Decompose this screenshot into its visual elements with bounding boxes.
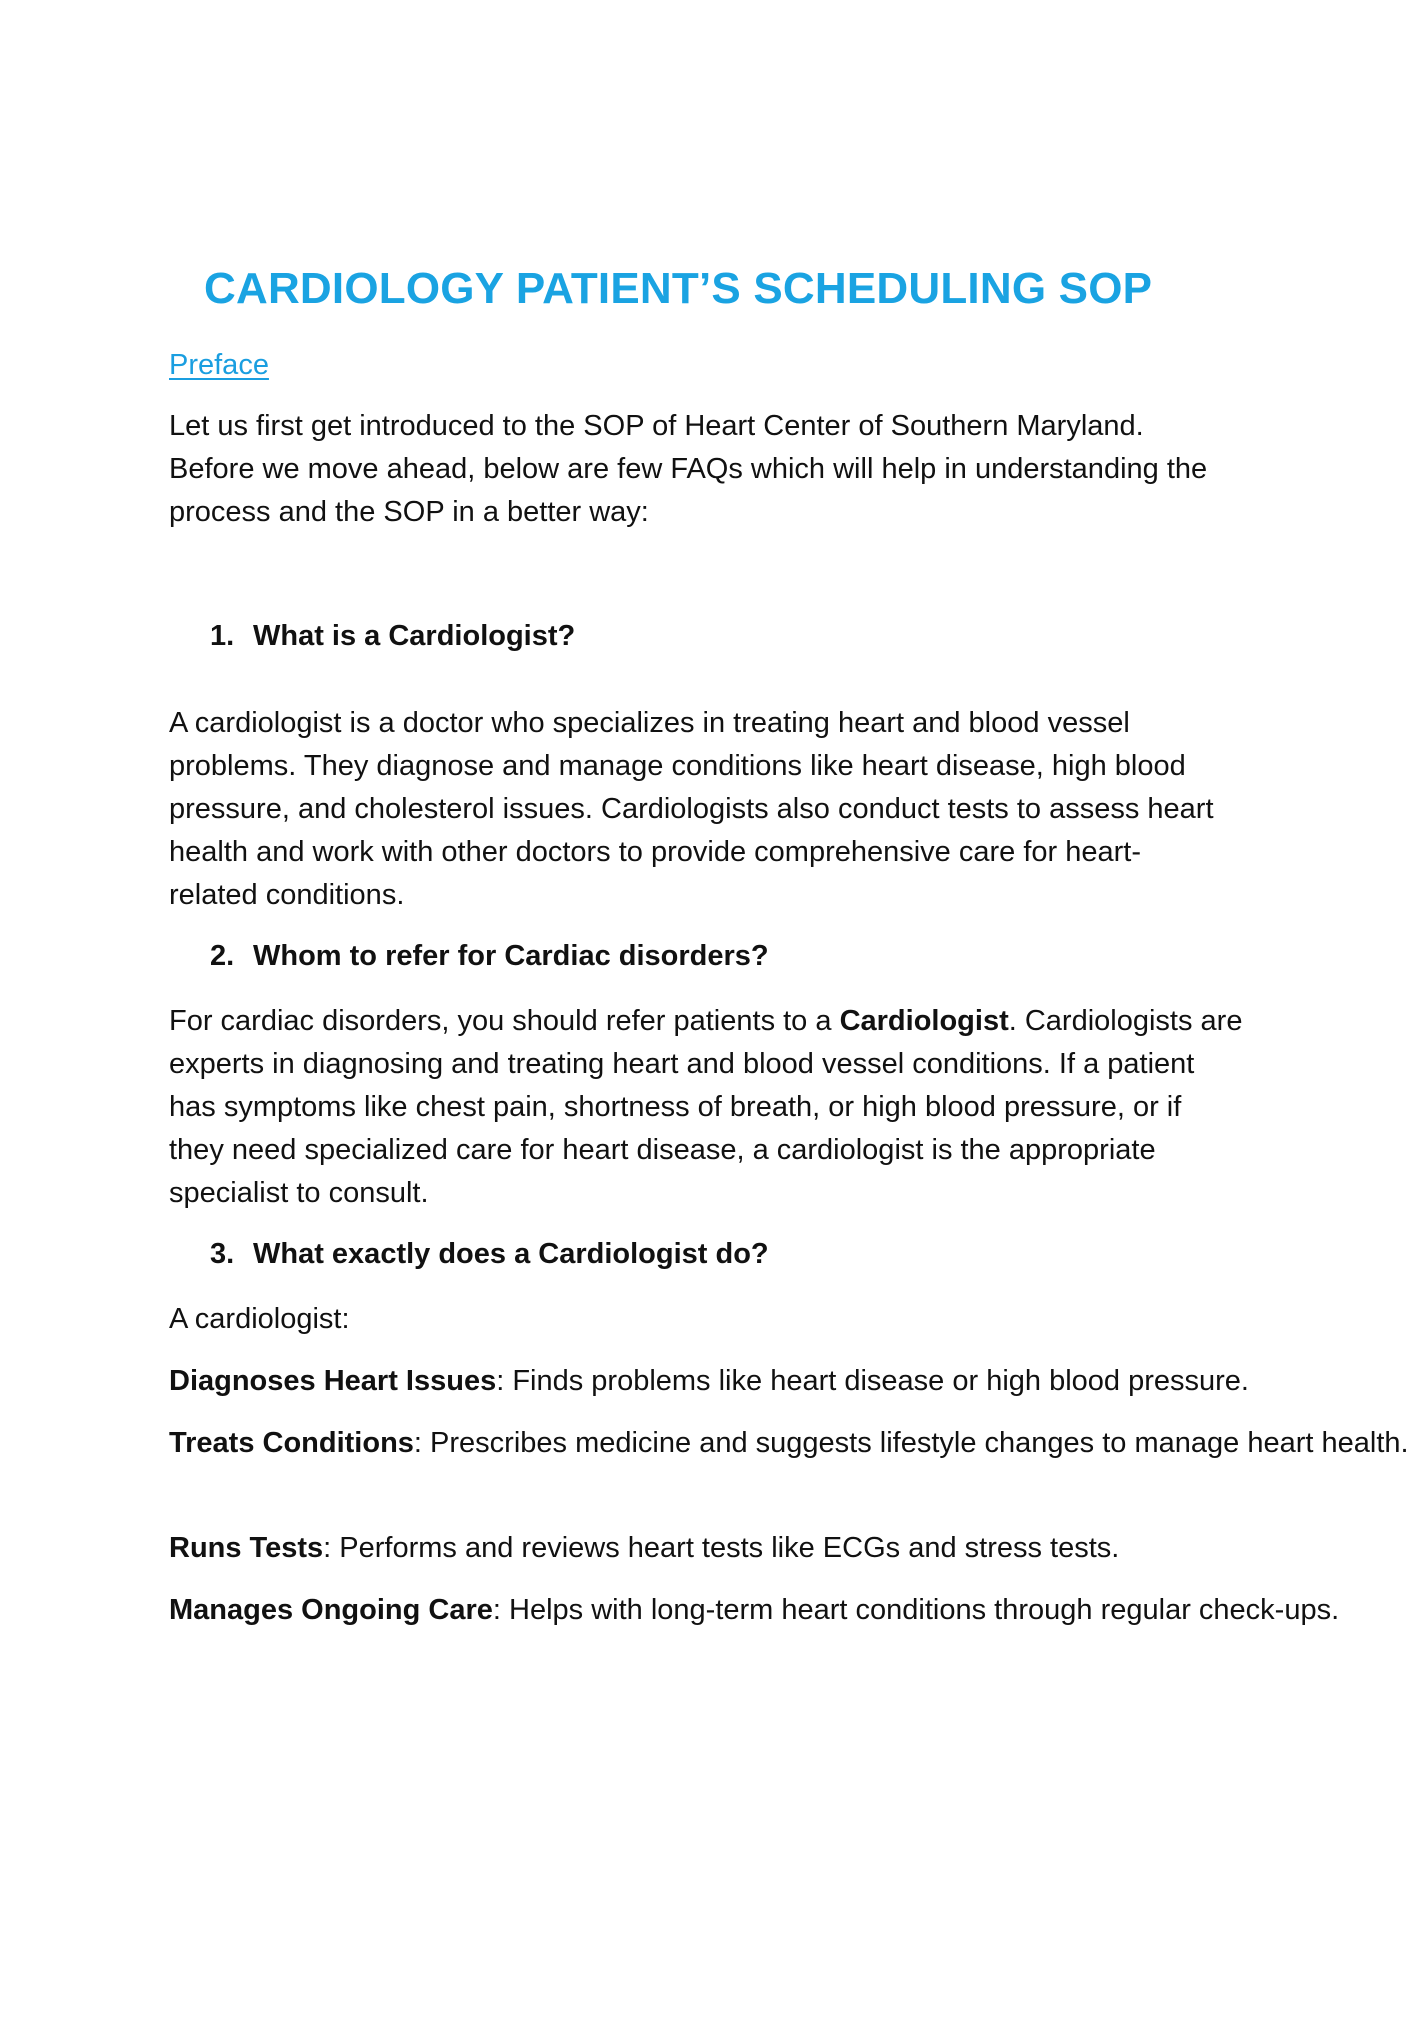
faq-lead	[169, 1298, 1279, 1341]
preface-link[interactable]: Preface	[169, 349, 269, 381]
item-term: Runs Tests	[169, 1532, 324, 1564]
answer-text: . Cardiologists are	[1008, 1005, 1243, 1037]
item-text: : Helps with long-term heart conditions through regular	[492, 1594, 1191, 1626]
answer-line: specialist to consult.	[169, 1177, 429, 1209]
intro-paragraph	[169, 405, 1279, 534]
intro-line: process and the SOP in a better way:	[169, 496, 649, 528]
answer-line: problems. They diagnose and manage conditions like heart disease, high blood	[169, 750, 1186, 782]
answer-line	[169, 1000, 1279, 1043]
item-text-continued: heart health.	[1247, 1427, 1409, 1459]
answer-line: A cardiologist is a doctor who specializes in treating heart and blood vessel	[169, 707, 1130, 739]
faq-answer-2	[169, 1000, 1279, 1215]
answer-line: related conditions.	[169, 879, 405, 911]
list-item	[169, 1422, 1409, 1465]
cardiologist-emphasis: Cardiologist	[839, 1005, 1009, 1037]
list-item	[169, 1527, 1279, 1570]
faq-question-text: Whom to refer for Cardiac disorders?	[253, 940, 769, 972]
item-text: : Performs and reviews heart tests like ECGs and stress tests.	[323, 1532, 1120, 1564]
intro-line: Let us first get introduced to the SOP of Heart Center of Southern Maryland.	[169, 410, 1144, 442]
faq-number: 1.	[210, 620, 235, 652]
faq-number: 2.	[210, 940, 235, 972]
answer-line: experts in diagnosing and treating heart and blood vessel conditions. If a patient	[169, 1048, 1195, 1080]
faq-question-text: What is a Cardiologist?	[253, 620, 576, 652]
faq-answer-1	[169, 702, 1279, 917]
faq-question-1	[210, 620, 575, 653]
intro-line: Before we move ahead, below are few FAQs which will help in understanding the	[169, 453, 1208, 485]
list-item	[169, 1589, 1340, 1632]
answer-line: pressure, and cholesterol issues. Cardiologists also conduct tests to assess heart	[169, 793, 1214, 825]
list-item	[169, 1360, 1279, 1403]
answer-line: they need specialized care for heart disease, a cardiologist is the appropriate	[169, 1134, 1156, 1166]
faq-question-text: What exactly does a Cardiologist do?	[253, 1238, 769, 1270]
page-title: CARDIOLOGY PATIENT’S SCHEDULING SOP	[204, 264, 1153, 313]
faq-question-2	[210, 940, 769, 973]
lead-line: A cardiologist:	[169, 1303, 350, 1335]
answer-text: For cardiac disorders, you should refer patients to a	[169, 1005, 840, 1037]
item-text: : Prescribes medicine and suggests lifestyle changes to manage	[413, 1427, 1240, 1459]
item-text-continued: check-ups.	[1198, 1594, 1340, 1626]
faq-number: 3.	[210, 1238, 235, 1270]
answer-line: has symptoms like chest pain, shortness of breath, or high blood pressure, or if	[169, 1091, 1182, 1123]
item-term: Diagnoses Heart Issues	[169, 1365, 497, 1397]
item-term: Treats Conditions	[169, 1427, 414, 1459]
item-term: Manages Ongoing Care	[169, 1594, 493, 1626]
faq-question-3	[210, 1238, 769, 1271]
item-text: : Finds problems like heart disease or high blood pressure.	[496, 1365, 1249, 1397]
answer-line: health and work with other doctors to provide comprehensive care for heart-	[169, 836, 1141, 868]
